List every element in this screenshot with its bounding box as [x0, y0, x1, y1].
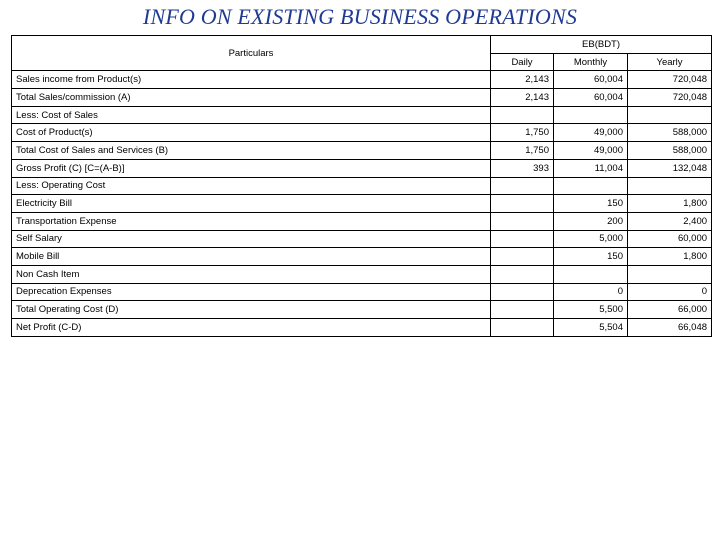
table-row — [12, 248, 712, 266]
page-title: INFO ON EXISTING BUSINESS OPERATIONS — [142, 4, 578, 29]
table-row — [12, 142, 712, 160]
yearly-value: 1,800 — [628, 195, 712, 213]
yearly-value: 720,048 — [628, 89, 712, 107]
table-row — [12, 89, 712, 107]
yearly-value: 1,800 — [628, 248, 712, 266]
monthly-value: 200 — [554, 212, 628, 230]
table-row — [12, 212, 712, 230]
row-label: Gross Profit (C) [C=(A-B)] — [12, 159, 491, 177]
monthly-value: 0 — [554, 283, 628, 301]
daily-value: 2,143 — [491, 89, 554, 107]
row-label: Electricity Bill — [12, 195, 491, 213]
row-label: Total Sales/commission (A) — [12, 89, 491, 107]
monthly-value: 49,000 — [554, 142, 628, 160]
daily-value — [491, 177, 554, 195]
yearly-value: 66,000 — [628, 301, 712, 319]
table-row — [12, 71, 712, 89]
daily-value — [491, 212, 554, 230]
monthly-value: 11,004 — [554, 159, 628, 177]
table-row — [12, 265, 712, 283]
table-row — [12, 319, 712, 337]
monthly-value: 5,504 — [554, 319, 628, 337]
yearly-value — [628, 177, 712, 195]
row-label: Transportation Expense — [12, 212, 491, 230]
table-row — [12, 283, 712, 301]
daily-value — [491, 248, 554, 266]
monthly-value — [554, 265, 628, 283]
row-label: Less: Cost of Sales — [12, 106, 491, 124]
currency-header: EB(BDT) — [491, 36, 712, 54]
daily-value — [491, 195, 554, 213]
yearly-value: 588,000 — [628, 142, 712, 160]
monthly-value: 60,004 — [554, 89, 628, 107]
header-row-currency — [12, 36, 712, 54]
yearly-value: 2,400 — [628, 212, 712, 230]
yearly-value: 132,048 — [628, 159, 712, 177]
table-row — [12, 124, 712, 142]
yearly-value: 588,000 — [628, 124, 712, 142]
monthly-value — [554, 177, 628, 195]
monthly-value: 5,500 — [554, 301, 628, 319]
daily-value: 1,750 — [491, 124, 554, 142]
monthly-value: 5,000 — [554, 230, 628, 248]
monthly-value: 150 — [554, 195, 628, 213]
table-row — [12, 301, 712, 319]
row-label: Total Cost of Sales and Services (B) — [12, 142, 491, 160]
monthly-value: 150 — [554, 248, 628, 266]
daily-value: 1,750 — [491, 142, 554, 160]
row-label: Sales income from Product(s) — [12, 71, 491, 89]
business-operations-table — [11, 35, 712, 337]
daily-value — [491, 283, 554, 301]
table-row — [12, 106, 712, 124]
yearly-value — [628, 265, 712, 283]
monthly-value: 49,000 — [554, 124, 628, 142]
row-label: Net Profit (C-D) — [12, 319, 491, 337]
particulars-header: Particulars — [12, 36, 491, 71]
table-row — [12, 159, 712, 177]
daily-value: 393 — [491, 159, 554, 177]
row-label: Deprecation Expenses — [12, 283, 491, 301]
table-row — [12, 177, 712, 195]
row-label: Cost of Product(s) — [12, 124, 491, 142]
table-body — [12, 71, 712, 336]
monthly-value: 60,004 — [554, 71, 628, 89]
yearly-value: 720,048 — [628, 71, 712, 89]
row-label: Self Salary — [12, 230, 491, 248]
row-label: Non Cash Item — [12, 265, 491, 283]
yearly-value: 66,048 — [628, 319, 712, 337]
row-label: Mobile Bill — [12, 248, 491, 266]
daily-value — [491, 106, 554, 124]
daily-header: Daily — [491, 53, 554, 71]
monthly-value — [554, 106, 628, 124]
yearly-header: Yearly — [628, 53, 712, 71]
row-label: Total Operating Cost (D) — [12, 301, 491, 319]
yearly-value: 60,000 — [628, 230, 712, 248]
daily-value — [491, 230, 554, 248]
row-label: Less: Operating Cost — [12, 177, 491, 195]
daily-value — [491, 301, 554, 319]
daily-value — [491, 265, 554, 283]
yearly-value — [628, 106, 712, 124]
daily-value: 2,143 — [491, 71, 554, 89]
daily-value — [491, 319, 554, 337]
table-row — [12, 195, 712, 213]
monthly-header: Monthly — [554, 53, 628, 71]
yearly-value: 0 — [628, 283, 712, 301]
table-row — [12, 230, 712, 248]
